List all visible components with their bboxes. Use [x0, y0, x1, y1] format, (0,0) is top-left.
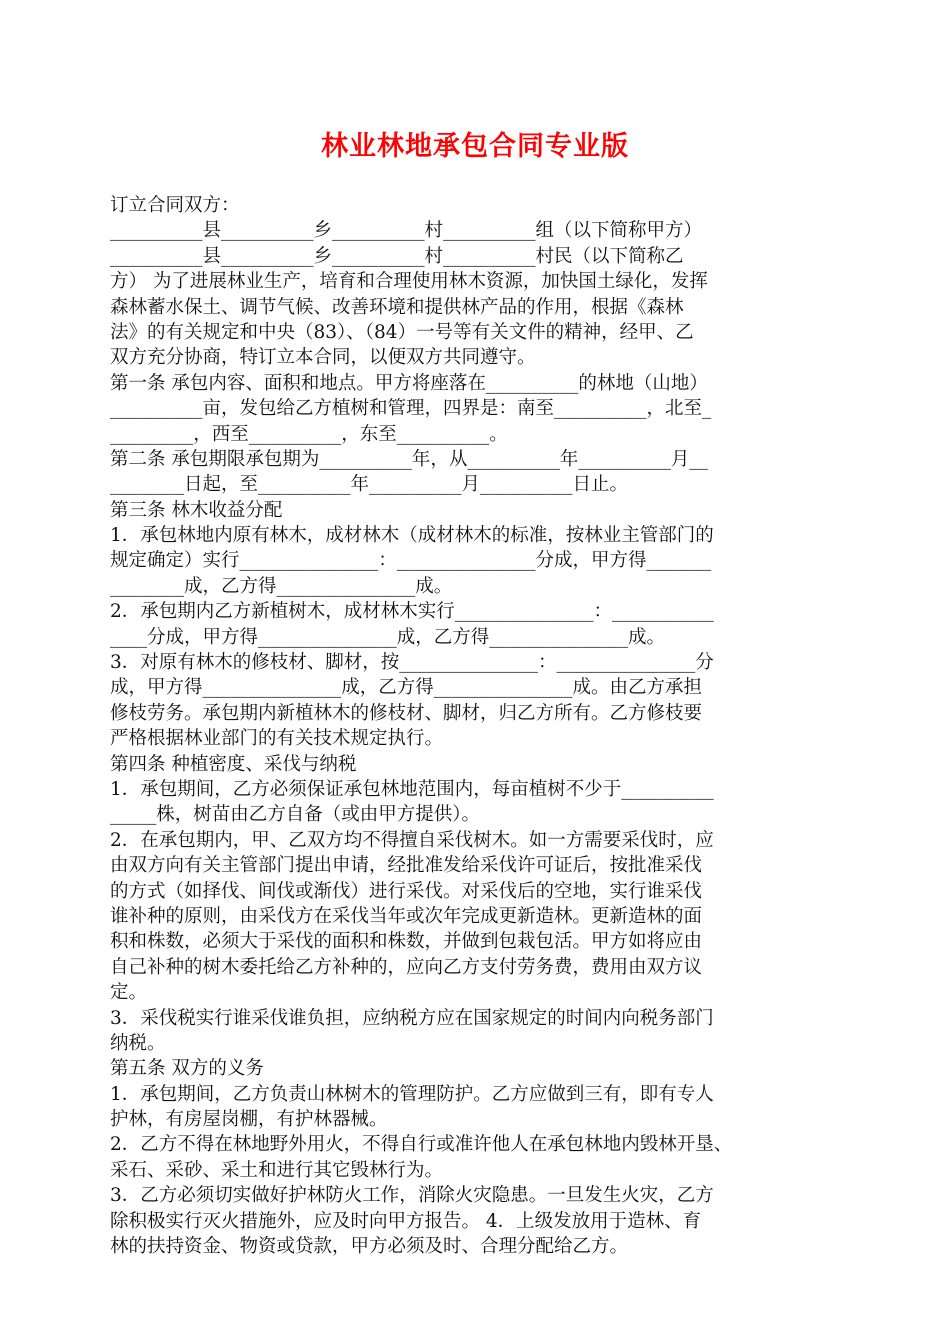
text-line: ____分成，甲方得_______________成，乙方得_______________成。 — [110, 626, 666, 648]
text-line: 1．承包期间，乙方负责山林树木的管理防护。乙方应做到三有，即有专人 — [110, 1083, 714, 1105]
text-line: 方） 为了进展林业生产，培育和合理使用林木资源，加快国土绿化，发挥 — [110, 271, 708, 293]
text-line: 自己补种的树木委托给乙方补种的，应向乙方支付劳务费，费用由双方议 — [110, 956, 703, 978]
text-line: _____株，树苗由乙方自备（或由甲方提供）。 — [110, 804, 481, 826]
text-line: 第二条 承包期限承包期为__________年，从__________年__________月__ — [110, 448, 708, 470]
text-line: 双方充分协商，特订立本合同，以便双方共同遵守。 — [110, 347, 536, 369]
text-line: _________，西至__________，东至__________。 — [110, 423, 508, 445]
text-line: 3．采伐税实行谁采伐谁负担，应纳税方应在国家规定的时间内向税务部门 — [110, 1007, 714, 1029]
text-line: 由双方向有关主管部门提出申请，经批准发给采伐许可证后，按批准采伐 — [110, 855, 703, 877]
text-line: 规定确定）实行_______________：_______________分成，甲方得_______ — [110, 550, 712, 572]
document-title: 林业林地承包合同专业版 — [321, 131, 629, 162]
text-line: 成，甲方得_______________成，乙方得_______________成。由乙方承担 — [110, 677, 703, 699]
text-line: 3．乙方必须切实做好护林防火工作，消除火灾隐患。一旦发生火灾，乙方 — [110, 1185, 714, 1207]
text-line: 纳税。 — [110, 1032, 166, 1054]
text-line: 护林，有房屋岗棚，有护林器械。 — [110, 1109, 388, 1131]
text-line: 第四条 种植密度、采伐与纳税 — [110, 753, 357, 775]
text-line: 谁补种的原则，由采伐方在采伐当年或次年完成更新造林。更新造林的面 — [110, 905, 703, 927]
text-line: 森林蓄水保土、调节气候、改善环境和提供林产品的作用，根据《森林 — [110, 296, 684, 318]
text-line: 第一条 承包内容、面积和地点。甲方将座落在__________的林地（山地） — [110, 372, 708, 394]
text-line: 第三条 林木收益分配 — [110, 499, 283, 521]
text-line: 严格根据林业部门的有关技术规定执行。 — [110, 728, 444, 750]
text-line: __________亩，发包给乙方植树和管理，四界是：南至__________，北至_ — [110, 398, 712, 420]
text-line: 的方式（如择伐、间伐或渐伐）进行采伐。对采伐后的空地，实行谁采伐 — [110, 880, 703, 902]
text-line: __________县__________乡__________村__________村民（以下简称乙 — [110, 245, 684, 267]
text-line: ________日起，至__________年__________月__________日止。 — [110, 474, 629, 496]
text-line: 定。 — [110, 982, 148, 1004]
text-line: 林的扶持资金、物资或贷款，甲方必须及时、合理分配给乙方。 — [110, 1236, 629, 1258]
text-line: 订立合同双方： — [110, 195, 240, 216]
text-line: 采石、采砂、采土和进行其它毁林行为。 — [110, 1159, 444, 1181]
document-body — [110, 193, 842, 1259]
text-line: 修枝劳务。承包期内新植林木的修枝材、脚材，归乙方所有。乙方修枝要 — [110, 702, 703, 724]
text-line: 1．承包林地内原有林木，成材林木（成材林木的标准，按林业主管部门的 — [110, 525, 714, 547]
text-line: 2．乙方不得在林地野外用火，不得自行或准许他人在承包林地内毁林开垦、 — [110, 1134, 733, 1156]
text-line: 第五条 双方的义务 — [110, 1058, 264, 1080]
text-line: ________成，乙方得_______________成。 — [110, 575, 453, 597]
text-line: __________县__________乡__________村__________组（以下简称甲方） — [110, 220, 703, 242]
text-line: 法》的有关规定和中央（83）、（84）一号等有关文件的精神，经甲、乙 — [110, 321, 694, 343]
text-line: 除积极实行灭火措施外，应及时向甲方报告。 4．上级发放用于造林、育 — [110, 1210, 702, 1232]
text-line: 积和株数，必须大于采伐的面积和株数，并做到包栽包活。甲方如将应由 — [110, 931, 703, 953]
text-line: 1．承包期间，乙方必须保证承包林地范围内，每亩植树不少于__________ — [110, 778, 714, 800]
text-line: 3．对原有林木的修枝材、脚材，按_______________：_______________分 — [110, 652, 714, 674]
text-line: 2．承包期内乙方新植树木，成材林木实行_______________：___________ — [110, 601, 714, 623]
text-line: 2．在承包期内，甲、乙双方均不得擅自采伐树木。如一方需要采伐时，应 — [110, 829, 714, 851]
